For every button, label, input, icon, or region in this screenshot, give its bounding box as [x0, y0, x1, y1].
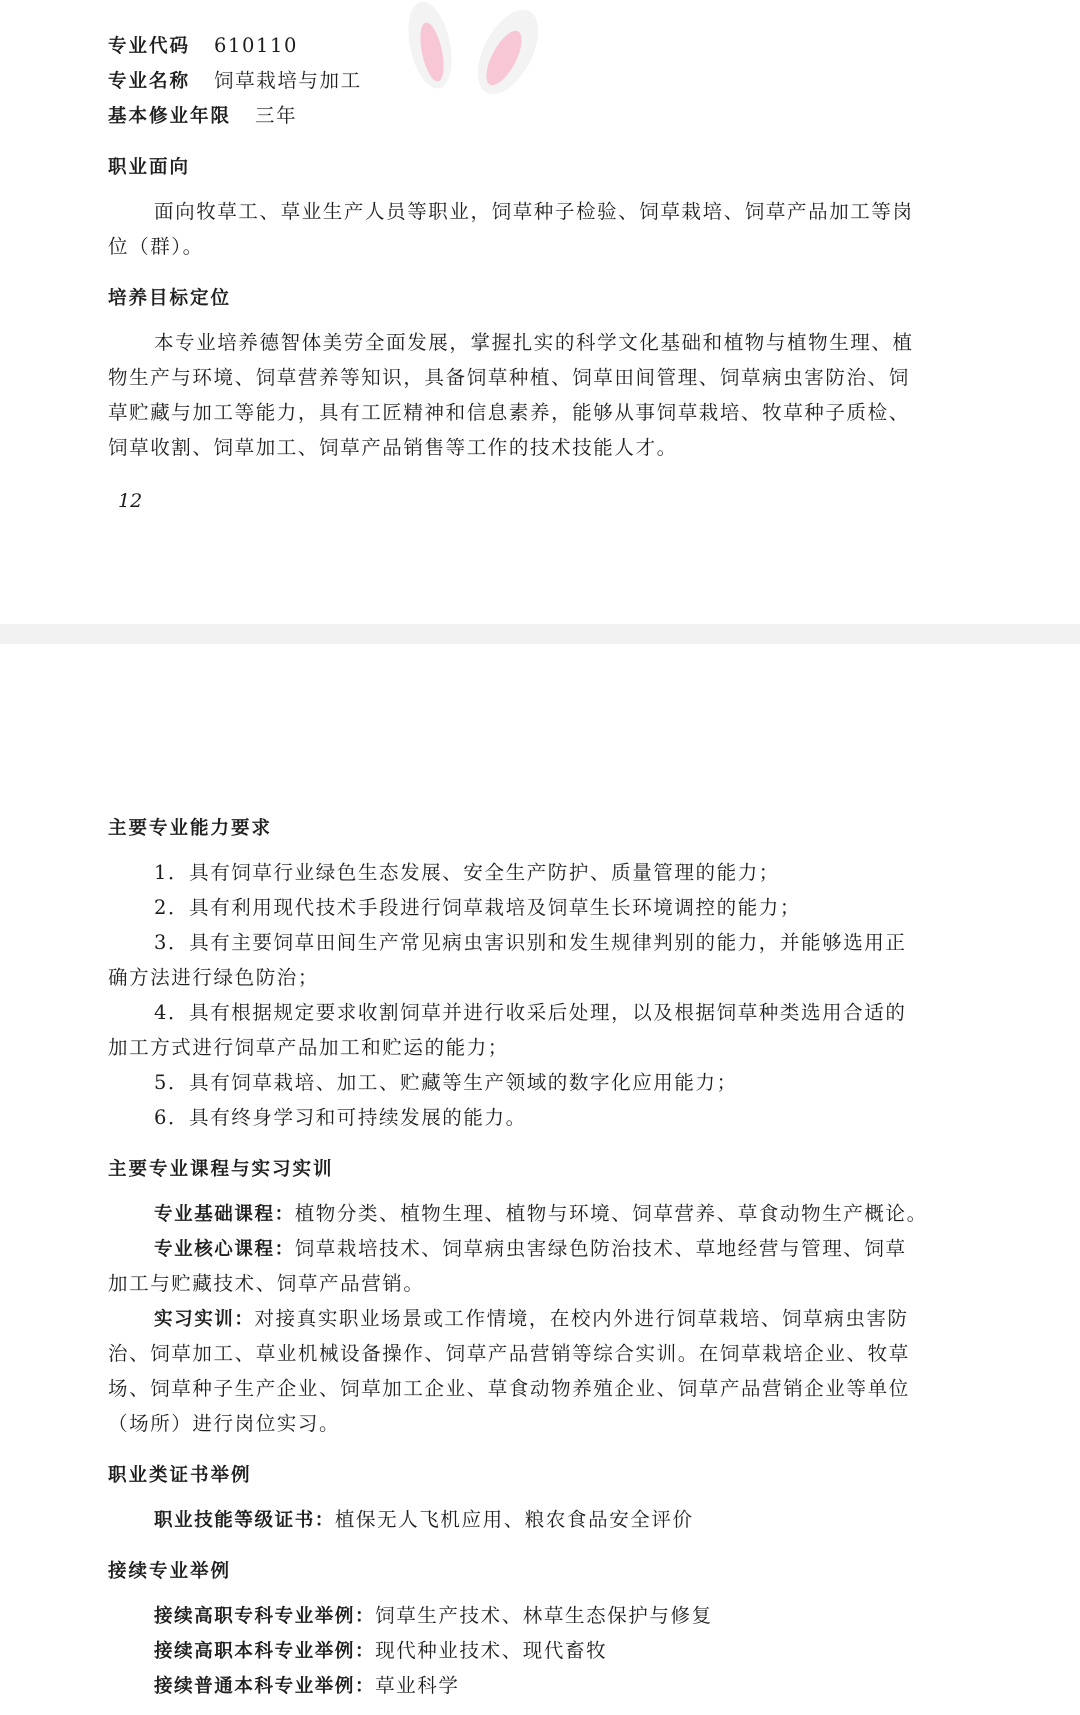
major-name-value: 饲草栽培与加工: [214, 69, 362, 92]
document-page-12: [0, 0, 1080, 624]
practice-line-4: （场所）进行岗位实习。: [108, 1412, 341, 1435]
certificate-row: [154, 1510, 694, 1531]
ability-item-3-cont: 确方法进行绿色防治；: [108, 966, 320, 989]
ability-item-3: 3．具有主要饲草田间生产常见病虫害识别和发生规律判别的能力，并能够选用正: [154, 931, 907, 954]
core-courses-label: 专业核心课程：: [154, 1239, 295, 1260]
document-page-13: [0, 644, 1080, 1715]
abilities-heading: 主要专业能力要求: [108, 818, 273, 839]
certificate-text: 植保无人飞机应用、粮农食品安全评价: [334, 1508, 694, 1531]
continuation-vocational-bachelor-row: [154, 1641, 607, 1662]
continuation-vocational-bachelor-text: 现代种业技术、现代畜牧: [375, 1639, 608, 1662]
goal-line-3: 草贮藏与加工等能力，具有工匠精神和信息素养，能够从事饲草栽培、牧草种子质检、: [108, 401, 910, 424]
continuation-general-bachelor-row: [154, 1676, 460, 1697]
continuation-general-bachelor-label: 接续普通本科专业举例：: [154, 1676, 376, 1697]
study-years-value: 三年: [255, 104, 298, 127]
continuation-higher-vocational-text: 饲草生产技术、林草生态保护与修复: [375, 1604, 713, 1627]
goal-line-2: 物生产与环境、饲草营养等知识，具备饲草种植、饲草田间管理、饲草病虫害防治、饲: [108, 366, 910, 389]
ability-item-6: 6．具有终身学习和可持续发展的能力。: [154, 1106, 527, 1129]
goal-heading: 培养目标定位: [108, 288, 232, 309]
study-years-label: 基本修业年限: [108, 106, 232, 127]
basic-courses-text: 植物分类、植物生理、植物与环境、饲草营养、草食动物生产概论。: [294, 1202, 928, 1225]
basic-courses-label: 专业基础课程：: [154, 1204, 295, 1225]
major-name-row: [108, 71, 362, 92]
continuation-general-bachelor-text: 草业科学: [375, 1674, 460, 1697]
ability-item-5: 5．具有饲草栽培、加工、贮藏等生产领域的数字化应用能力；: [154, 1071, 738, 1094]
goal-line-4: 饲草收割、饲草加工、饲草产品销售等工作的技术技能人才。: [108, 436, 678, 459]
ability-item-2: 2．具有利用现代技术手段进行饲草栽培及饲草生长环境调控的能力；: [154, 896, 802, 919]
continuation-heading: 接续专业举例: [108, 1561, 232, 1582]
practice-line-3: 场、饲草种子生产企业、饲草加工企业、草食动物养殖企业、饲草产品营销企业等单位: [108, 1377, 910, 1400]
practice-line-2: 治、饲草加工、草业机械设备操作、饲草产品营销等综合实训。在饲草栽培企业、牧草: [108, 1342, 910, 1365]
practice-text: 对接真实职业场景或工作情境，在校内外进行饲草栽培、饲草病虫害防: [254, 1307, 909, 1330]
major-name-label: 专业名称: [108, 71, 191, 92]
page-separator: [0, 624, 1080, 644]
career-line-1: 面向牧草工、草业生产人员等职业，饲草种子检验、饲草栽培、饲草产品加工等岗: [154, 200, 914, 223]
core-courses-text: 饲草栽培技术、饲草病虫害绿色防治技术、草地经营与管理、饲草: [294, 1237, 907, 1260]
major-code-value: 610110: [214, 34, 299, 57]
certificate-label: 职业技能等级证书：: [154, 1510, 335, 1531]
major-code-label: 专业代码: [108, 36, 191, 57]
core-courses-cont: 加工与贮藏技术、饲草产品营销。: [108, 1272, 425, 1295]
ability-item-4-cont: 加工方式进行饲草产品加工和贮运的能力；: [108, 1036, 509, 1059]
core-courses-row: [154, 1239, 907, 1260]
practice-label: 实习实训：: [154, 1309, 255, 1330]
practice-row: [154, 1309, 909, 1330]
certificates-heading: 职业类证书举例: [108, 1465, 252, 1486]
ability-item-1: 1．具有饲草行业绿色生态发展、安全生产防护、质量管理的能力；: [154, 861, 780, 884]
continuation-higher-vocational-row: [154, 1606, 713, 1627]
study-years-row: [108, 106, 297, 127]
ability-item-4: 4．具有根据规定要求收割饲草并进行收采后处理，以及根据饲草种类选用合适的: [154, 1001, 907, 1024]
courses-heading: 主要专业课程与实习实训: [108, 1159, 334, 1180]
continuation-vocational-bachelor-label: 接续高职本科专业举例：: [154, 1641, 376, 1662]
career-heading: 职业面向: [108, 157, 191, 178]
page-number: 12: [118, 490, 143, 512]
basic-courses-row: [154, 1204, 928, 1225]
continuation-higher-vocational-label: 接续高职专科专业举例：: [154, 1606, 376, 1627]
goal-line-1: 本专业培养德智体美劳全面发展，掌握扎实的科学文化基础和植物与植物生理、植: [154, 331, 914, 354]
bunny-ears-decoration: [390, 0, 560, 110]
major-code-row: [108, 36, 298, 57]
career-line-2: 位（群）。: [108, 235, 204, 258]
